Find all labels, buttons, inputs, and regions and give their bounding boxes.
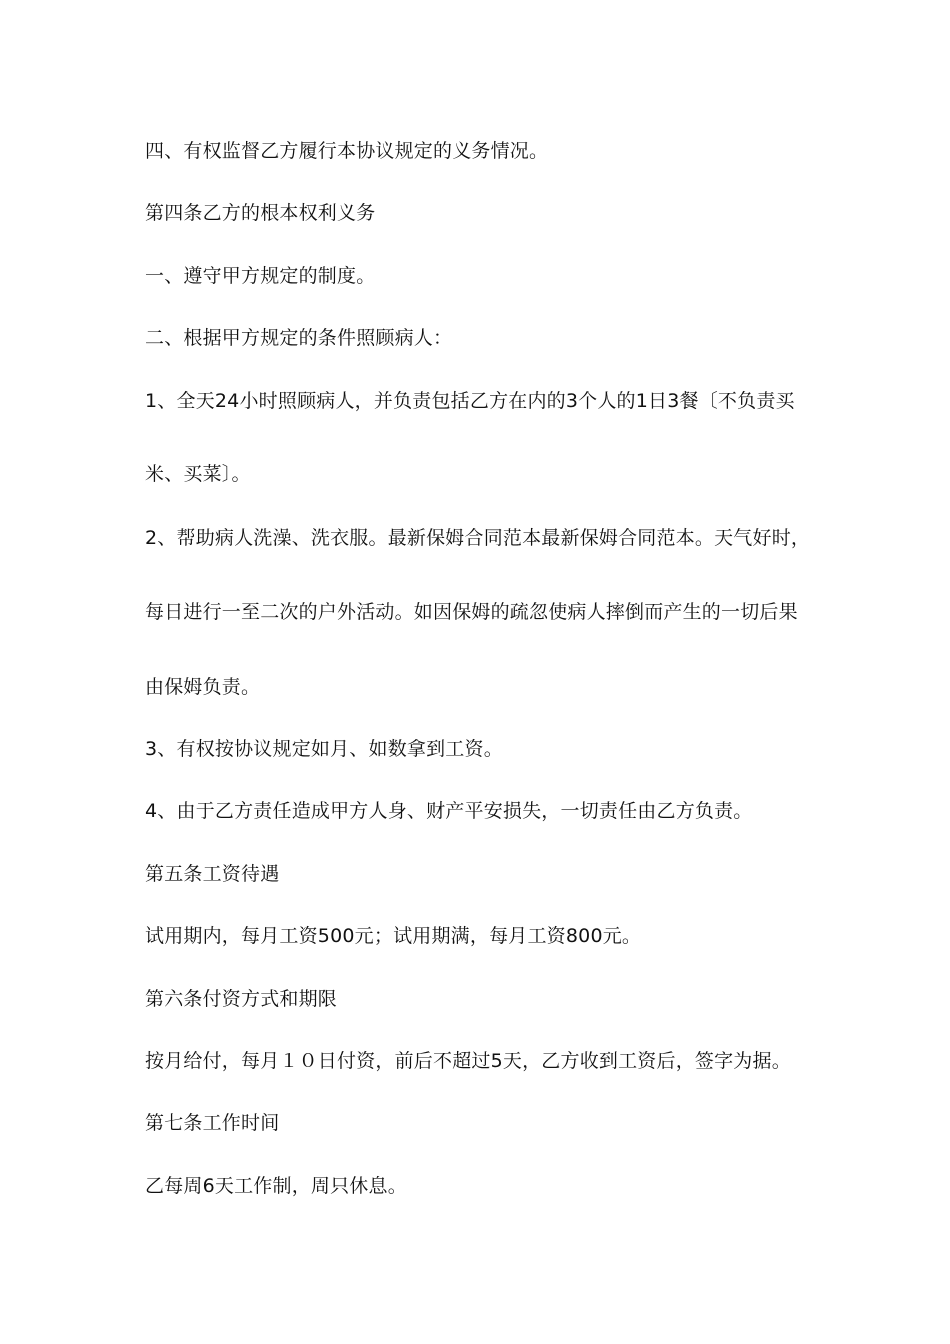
paragraph-line: 乙每周6天工作制，周只休息。 (145, 1175, 407, 1197)
article-heading: 第七条工作时间 (145, 1112, 280, 1134)
paragraph-line: 米、买菜〕。 (145, 463, 251, 485)
paragraph-line: 每日进行一至二次的户外活动。如因保姆的疏忽使病人摔倒而产生的一切后果 (145, 601, 798, 623)
paragraph-line: 2、帮助病人洗澡、洗衣服。最新保姆合同范本最新保姆合同范本。天气好时， (145, 527, 811, 549)
paragraph-line: 一、遵守甲方规定的制度。 (145, 265, 376, 287)
paragraph-line: 试用期内，每月工资500元；试用期满，每月工资800元。 (145, 925, 642, 947)
paragraph-line: 3、有权按协议规定如月、如数拿到工资。 (145, 738, 503, 760)
article-heading: 第五条工资待遇 (145, 863, 280, 885)
paragraph-line: 四、有权监督乙方履行本协议规定的义务情况。 (145, 140, 549, 162)
article-heading: 第六条付资方式和期限 (145, 988, 338, 1010)
article-heading: 第四条乙方的根本权利义务 (145, 202, 376, 224)
paragraph-line: 按月给付，每月１０日付资，前后不超过5天，乙方收到工资后，签字为据。 (145, 1050, 791, 1072)
paragraph-line: 4、由于乙方责任造成甲方人身、财产平安损失，一切责任由乙方负责。 (145, 800, 753, 822)
paragraph-line: 二、根据甲方规定的条件照顾病人： (145, 327, 453, 349)
paragraph-line: 由保姆负责。 (145, 676, 261, 698)
paragraph-line: 1、全天24小时照顾病人，并负责包括乙方在内的3个人的1日3餐〔不负责买 (145, 390, 795, 412)
